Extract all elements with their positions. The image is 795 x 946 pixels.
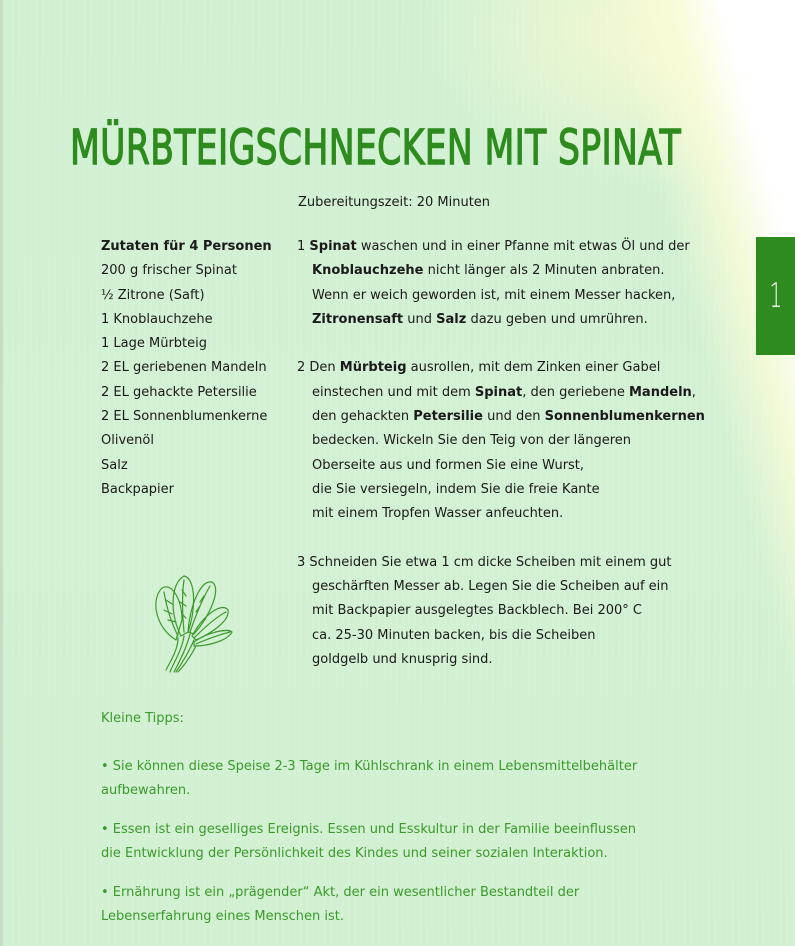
step-line	[297, 478, 737, 502]
tips-section	[101, 707, 721, 944]
tips-title: Kleine Tipps:	[101, 711, 184, 726]
step-text: goldgelb und knusprig sind.	[312, 652, 493, 668]
step-line	[297, 624, 737, 648]
step-line	[297, 235, 737, 259]
step-text: mit Backpapier ausgelegtes Backblech. Bei 200° C	[312, 603, 642, 619]
step-line	[297, 551, 737, 575]
highlighted-ingredient: Spinat	[474, 384, 523, 400]
step-text: 2 Den	[297, 360, 340, 376]
chapter-number: 1	[769, 276, 782, 316]
step-line	[297, 381, 737, 405]
highlighted-ingredient: Spinat	[309, 239, 357, 254]
ingredient-item: 1 Lage Mürbteig	[101, 336, 208, 352]
tip-line: Lebenserfahrung eines Menschen ist.	[101, 909, 344, 924]
tip-item	[101, 755, 721, 803]
step-text: Oberseite aus und formen Sie eine Wurst,	[312, 457, 585, 473]
ingredient-item: 2 EL Sonnenblumenkerne	[101, 409, 268, 425]
ingredient-item: 200 g frischer Spinat	[101, 263, 237, 279]
step-text: nicht länger als 2 Minuten anbraten.	[423, 263, 665, 279]
step-line	[297, 356, 737, 380]
chapter-tab	[756, 237, 795, 355]
step-text: ausrollen, mit dem Zinken einer Gabel	[406, 360, 661, 376]
highlighted-ingredient: Petersilie	[413, 409, 483, 425]
step-text: einstechen und mit dem	[312, 384, 475, 400]
step-text: ca. 25-30 Minuten backen, bis die Scheiben	[312, 627, 596, 643]
highlighted-ingredient: Salz	[436, 311, 467, 327]
step-line	[297, 259, 737, 283]
highlighted-ingredient: Mandeln	[628, 384, 692, 400]
ingredients-heading: Zutaten für 4 Personen	[101, 239, 272, 254]
ingredient-item: Olivenöl	[101, 433, 154, 449]
ingredient-item: 2 EL gehackte Petersilie	[101, 384, 257, 400]
step-line	[297, 284, 737, 308]
tip-line: die Entwicklung der Persönlichkeit des Kindes und seiner sozialen Interaktion.	[101, 846, 608, 861]
ingredient-item: Backpapier	[101, 481, 174, 497]
step-line	[297, 405, 737, 429]
step-line	[297, 454, 737, 478]
prep-time: Zubereitungszeit: 20 Minuten	[298, 195, 491, 210]
step-text: bedecken. Wickeln Sie den Teig von der längeren	[312, 433, 632, 449]
step-line	[297, 575, 737, 599]
recipe-title: MÜRBTEIGSCHNECKEN MIT SPINAT	[70, 120, 682, 176]
step-text: waschen und in einer Pfanne mit etwas Öl und der	[356, 239, 690, 254]
step-text: und	[403, 311, 437, 327]
ingredient-item: 1 Knoblauchzehe	[101, 311, 213, 327]
step-line	[297, 599, 737, 623]
ingredient-item: 2 EL geriebenen Mandeln	[101, 360, 267, 376]
tip-line: • Essen ist ein geselliges Ereignis. Essen und Esskultur in der Familie beeinflussen	[101, 822, 637, 837]
tip-line: • Ernährung ist ein „prägender“ Akt, der ein wesentlicher Bestandteil der	[101, 885, 580, 900]
ingredient-item: Salz	[101, 457, 128, 473]
step-text: den gehackten	[312, 409, 414, 425]
spinach-bunch-icon	[148, 570, 238, 674]
tip-line: • Sie können diese Speise 2-3 Tage im Kühlschrank in einem Lebensmittelbehälter	[101, 759, 638, 774]
highlighted-ingredient: Zitronensaft	[312, 311, 404, 327]
step-line	[297, 648, 737, 672]
preparation-steps	[297, 235, 737, 697]
tip-item	[101, 881, 721, 929]
step-3	[297, 551, 737, 672]
step-text: ,	[691, 384, 696, 400]
step-2	[297, 356, 737, 526]
step-text: die Sie versiegeln, indem Sie die freie Kante	[312, 481, 600, 497]
ingredient-item: ½ Zitrone (Saft)	[101, 287, 205, 303]
step-line	[297, 502, 737, 526]
tip-line: aufbewahren.	[101, 783, 191, 798]
highlighted-ingredient: Knoblauchzehe	[312, 263, 424, 279]
step-text: Wenn er weich geworden ist, mit einem Messer hacken,	[312, 287, 676, 303]
step-text: geschärften Messer ab. Legen Sie die Scheiben auf ein	[312, 579, 669, 595]
step-text: mit einem Tropfen Wasser anfeuchten.	[312, 506, 564, 522]
step-text: 3 Schneiden Sie etwa 1 cm dicke Scheiben mit einem gut	[297, 554, 672, 570]
step-line	[297, 308, 737, 332]
step-text: und den	[482, 409, 545, 425]
highlighted-ingredient: Sonnenblumenkernen	[544, 409, 705, 425]
highlighted-ingredient: Mürbteig	[339, 360, 407, 376]
step-line	[297, 429, 737, 453]
step-text: , den geriebene	[522, 384, 629, 400]
tip-item	[101, 818, 721, 866]
step-1	[297, 235, 737, 332]
step-text: 1	[297, 239, 310, 254]
ingredients-list	[101, 235, 272, 502]
step-text: dazu geben und umrühren.	[466, 311, 648, 327]
